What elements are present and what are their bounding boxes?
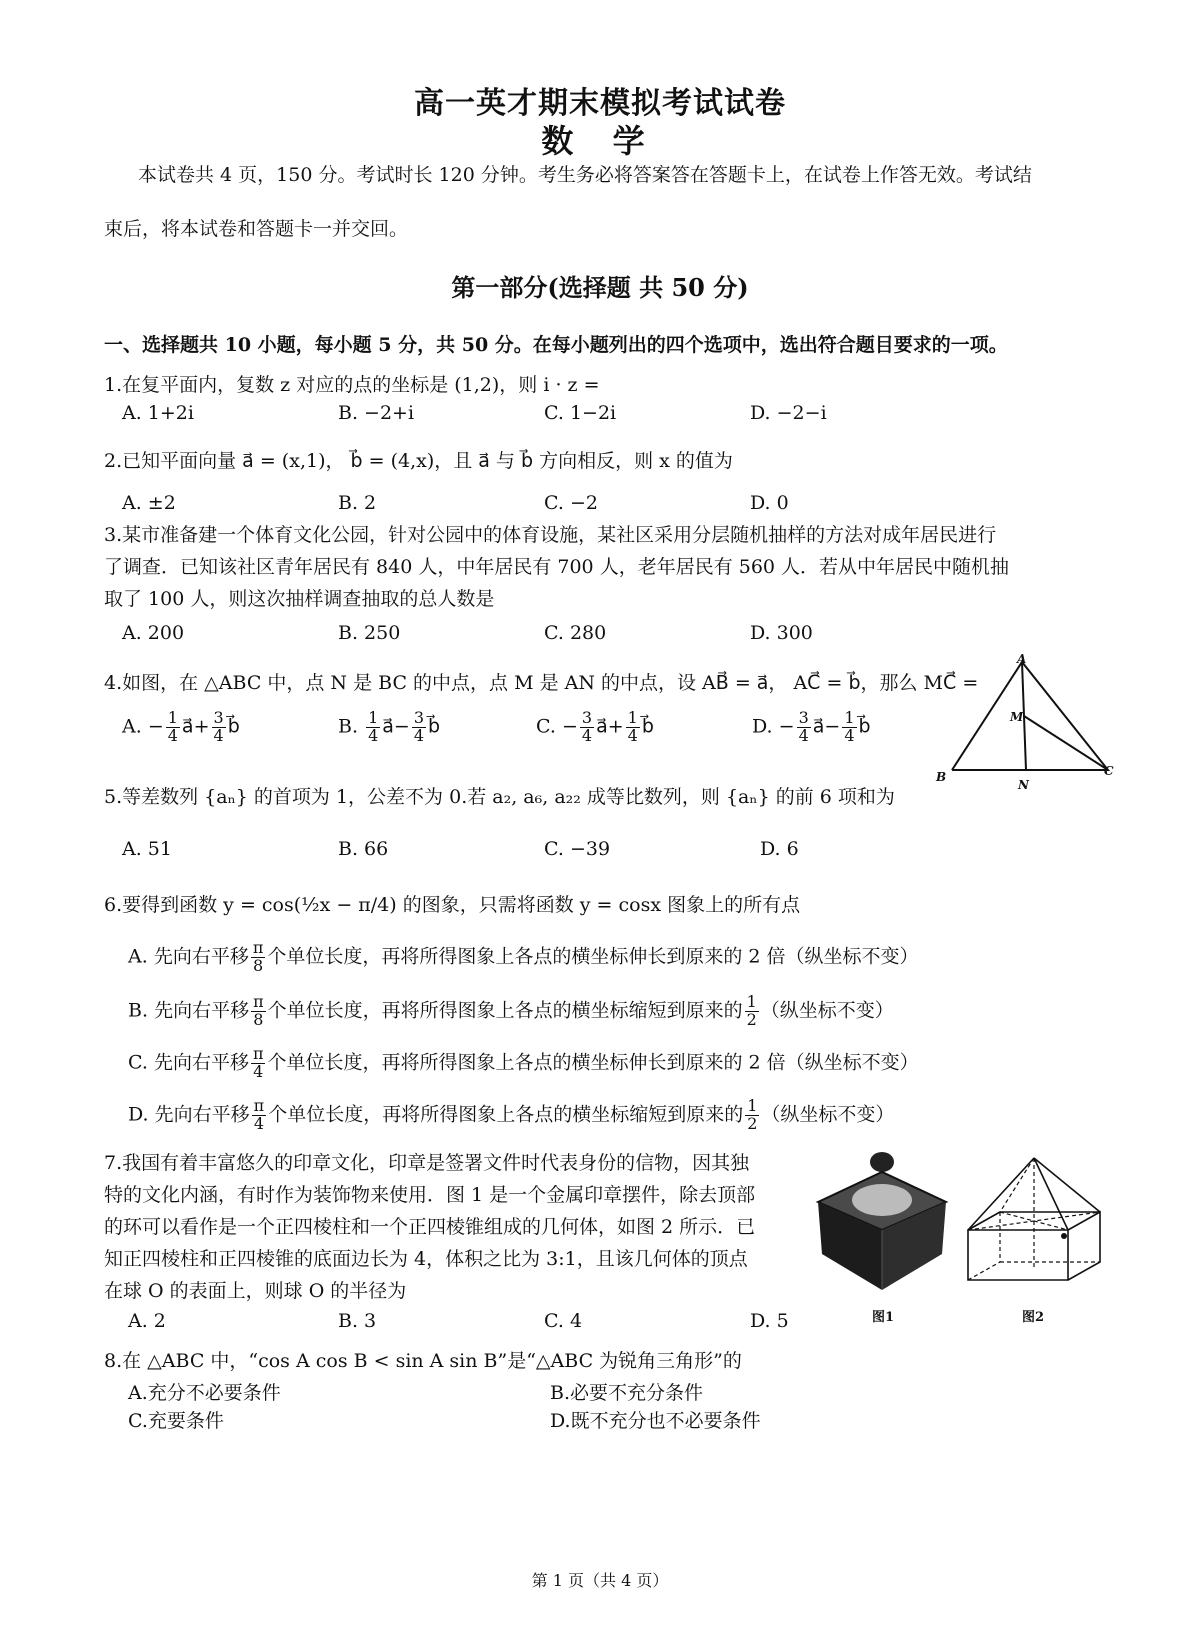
sign: −: [147, 715, 164, 738]
question-1-option-c: C. 1−2i: [544, 402, 617, 424]
question-7-line-2: 特的文化内涵，有时作为装饰物来使用．图 1 是一个金属印章摆件，除去顶部: [104, 1184, 756, 1206]
question-8-option-b: B.必要不充分条件: [550, 1382, 704, 1404]
numerator: π: [253, 1096, 265, 1115]
vertex-label-a: A: [1017, 652, 1027, 666]
seal-photo-figure: [812, 1144, 952, 1294]
question-6-option-c: [128, 1046, 919, 1081]
vector: a⃗: [382, 715, 394, 738]
question-4-stem: 4.如图，在 △ABC 中，点 N 是 BC 的中点，点 M 是 AN 的中点，设 AB⃗ = a⃗， AC⃗ = b⃗，那么 MC⃗ =: [104, 672, 979, 694]
question-5-option-a: A. 51: [122, 838, 172, 860]
numerator: 3: [413, 708, 425, 727]
option-text: 个单位长度，再将所得图象上各点的横坐标缩短到原来的: [268, 1103, 744, 1126]
intro-line-2: 束后，将本试卷和答题卡一并交回。: [104, 218, 409, 240]
exam-title: 高一英才期末模拟考试试卷: [414, 86, 786, 121]
numerator: π: [252, 1044, 264, 1063]
fraction: [412, 710, 426, 745]
fraction: [842, 710, 856, 745]
page-number: 第 1 页（共 4 页）: [531, 1571, 669, 1590]
function-argument: (½x − π/4): [293, 894, 397, 916]
vector: b⃗: [428, 715, 441, 738]
fraction: [252, 1098, 267, 1133]
sign: +: [607, 715, 624, 738]
vector: b⃗: [641, 715, 654, 738]
numerator: 1: [368, 708, 379, 727]
question-6-option-a: [128, 940, 919, 975]
sign: −: [393, 715, 410, 738]
question-4-option-a: [122, 710, 240, 745]
numerator: 1: [747, 1096, 758, 1115]
figure-2-label: 图2: [1022, 1310, 1045, 1325]
question-1-option-a: A. 1+2i: [122, 402, 194, 424]
figure-1-label: 图1: [872, 1310, 895, 1325]
fraction: [212, 710, 226, 745]
question-1-option-b: B. −2+i: [338, 402, 415, 424]
option-label: A.: [122, 715, 142, 738]
vector: a⃗: [812, 715, 825, 738]
question-2-option-c: C. −2: [544, 492, 598, 514]
fraction: [580, 710, 594, 745]
numerator: 1: [167, 708, 178, 727]
sign: +: [193, 715, 210, 738]
question-4-option-d: [752, 710, 871, 745]
question-8-option-a: A.充分不必要条件: [128, 1382, 281, 1404]
question-5-option-c: C. −39: [544, 838, 611, 860]
denominator: 4: [253, 1113, 265, 1133]
option-label: C.: [536, 715, 556, 738]
question-2-option-b: B. 2: [338, 492, 377, 514]
vertex-label-c: C: [1104, 764, 1114, 778]
question-7-line-4: 知正四棱柱和正四棱锥的底面边长为 4，体积之比为 3:1，且该几何体的顶点: [104, 1248, 748, 1270]
fraction: [745, 1098, 759, 1133]
numerator: 3: [213, 708, 224, 727]
question-6-option-d: [128, 1098, 894, 1133]
question-3-option-a: A. 200: [122, 622, 185, 644]
fraction: [251, 994, 266, 1029]
option-text: （纵坐标不变）: [760, 999, 894, 1022]
fraction: [366, 710, 380, 745]
vector: b⃗: [858, 715, 871, 738]
question-3-line-2: 了调查．已知该社区青年居民有 840 人，中年居民有 700 人，老年居民有 560 人．若从中年居民中随机抽: [104, 556, 1010, 578]
sign: −: [561, 715, 578, 738]
denominator: 2: [747, 1113, 758, 1133]
triangle-abc-figure: [930, 648, 1130, 798]
numerator: 1: [627, 708, 638, 727]
question-3-line-3: 取了 100 人，则这次抽样调查抽取的总人数是: [104, 588, 495, 610]
option-label: B.: [338, 715, 359, 738]
numerator: 1: [844, 708, 855, 727]
option-text: 先向右平移: [154, 999, 250, 1022]
question-8-option-d: D.既不充分也不必要条件: [550, 1410, 761, 1432]
stem-prefix: 6.要得到函数 y = cos: [104, 894, 294, 916]
numerator: 3: [798, 708, 809, 727]
question-3-option-c: C. 280: [544, 622, 607, 644]
denominator: 4: [213, 725, 224, 745]
question-7-line-5: 在球 O 的表面上，则球 O 的半径为: [104, 1280, 407, 1302]
fraction: [251, 1046, 266, 1081]
question-3-line-1: 3.某市准备建一个体育文化公园，针对公园中的体育设施，某社区采用分层随机抽样的方法对成年居民进行: [104, 524, 997, 546]
option-label: C.: [128, 1051, 148, 1074]
section-instruction: 一、选择题共 10 小题，每小题 5 分，共 50 分。在每小题列出的四个选项中，选出符合题目要求的一项。: [104, 334, 1008, 356]
denominator: 8: [253, 1009, 264, 1029]
stem-suffix: 的图象，只需将函数 y = cosx 图象上的所有点: [396, 894, 801, 916]
option-label: D.: [752, 715, 773, 738]
vertex-label-b: B: [936, 770, 947, 784]
question-1-stem: 1.在复平面内，复数 z 对应的点的坐标是 (1,2)，则 i · z =: [104, 374, 600, 396]
option-label: B.: [128, 999, 149, 1022]
intro-line-1: 本试卷共 4 页，150 分。考试时长 120 分钟。考生务必将答案答在答题卡上，在试卷上作答无效。考试结: [138, 164, 1032, 186]
question-8-option-c: C.充要条件: [128, 1410, 224, 1432]
question-2-stem: 2.已知平面向量 a⃗ = (x,1)， b⃗ = (4,x)，且 a⃗ 与 b⃗ 方向相反，则 x 的值为: [104, 450, 733, 472]
vector: a⃗: [596, 715, 608, 738]
section-title: 第一部分(选择题 共 50 分): [451, 273, 749, 302]
denominator: 4: [253, 1061, 264, 1081]
question-3-option-b: B. 250: [338, 622, 401, 644]
sign: −: [824, 715, 841, 738]
point-label-n: N: [1018, 778, 1029, 792]
numerator: π: [253, 992, 264, 1011]
question-5-option-b: B. 66: [338, 838, 389, 860]
denominator: 4: [844, 725, 855, 745]
question-7-line-1: 7.我国有着丰富悠久的印章文化，印章是签署文件时代表身份的信物，因其独: [104, 1152, 750, 1174]
numerator: 3: [581, 708, 593, 727]
question-5-option-d: D. 6: [760, 838, 799, 860]
question-3-option-d: D. 300: [750, 622, 813, 644]
denominator: 4: [368, 725, 379, 745]
option-text: 先向右平移: [154, 1103, 250, 1126]
question-7-option-d: D. 5: [750, 1310, 789, 1332]
option-text: 个单位长度，再将所得图象上各点的横坐标伸长到原来的 2 倍（纵坐标不变）: [267, 1051, 919, 1074]
denominator: 4: [413, 725, 425, 745]
option-text: 先向右平移: [153, 945, 249, 968]
question-7-option-a: A. 2: [128, 1310, 166, 1332]
denominator: 4: [798, 725, 809, 745]
vector: a⃗: [181, 715, 194, 738]
question-7-line-3: 的环可以看作是一个正四棱柱和一个正四棱锥组成的几何体，如图 2 所示．已: [104, 1216, 756, 1238]
point-label-m: M: [1010, 710, 1024, 724]
fraction: [166, 710, 180, 745]
option-label: A.: [128, 945, 148, 968]
question-5-stem: 5.等差数列 {aₙ} 的首项为 1，公差不为 0.若 a₂, a₆, a₂₂ 成等比数列，则 {aₙ} 的前 6 项和为: [104, 786, 895, 808]
subject-title: 数 学: [541, 122, 659, 160]
denominator: 4: [581, 725, 593, 745]
question-4-option-b: [338, 710, 440, 745]
question-2-option-d: D. 0: [750, 492, 789, 514]
option-text: （纵坐标不变）: [761, 1103, 895, 1126]
question-4-option-c: [536, 710, 654, 745]
question-1-option-d: D. −2−i: [750, 402, 827, 424]
question-7-option-b: B. 3: [338, 1310, 377, 1332]
numerator: 1: [746, 992, 757, 1011]
fraction: [797, 710, 811, 745]
denominator: 2: [746, 1009, 757, 1029]
fraction: [745, 994, 759, 1029]
question-7-option-c: C. 4: [544, 1310, 583, 1332]
option-label: D.: [128, 1103, 149, 1126]
option-text: 个单位长度，再将所得图象上各点的横坐标缩短到原来的: [267, 999, 743, 1022]
option-text: 个单位长度，再将所得图象上各点的横坐标伸长到原来的 2 倍（纵坐标不变）: [267, 945, 919, 968]
question-2-option-a: A. ±2: [122, 492, 176, 514]
denominator: 4: [167, 725, 178, 745]
denominator: 4: [627, 725, 638, 745]
question-6-stem: [104, 890, 800, 917]
denominator: 8: [252, 955, 264, 975]
vector: b⃗: [227, 715, 240, 738]
sign: −: [778, 715, 795, 738]
question-8-stem: 8.在 △ABC 中，“cos A cos B < sin A sin B”是“△ABC 为锐角三角形”的: [104, 1350, 742, 1372]
question-6-option-b: [128, 994, 894, 1029]
fraction: [626, 710, 640, 745]
numerator: π: [252, 938, 264, 957]
fraction: [251, 940, 266, 975]
option-text: 先向右平移: [153, 1051, 249, 1074]
prism-pyramid-figure: [960, 1150, 1110, 1288]
